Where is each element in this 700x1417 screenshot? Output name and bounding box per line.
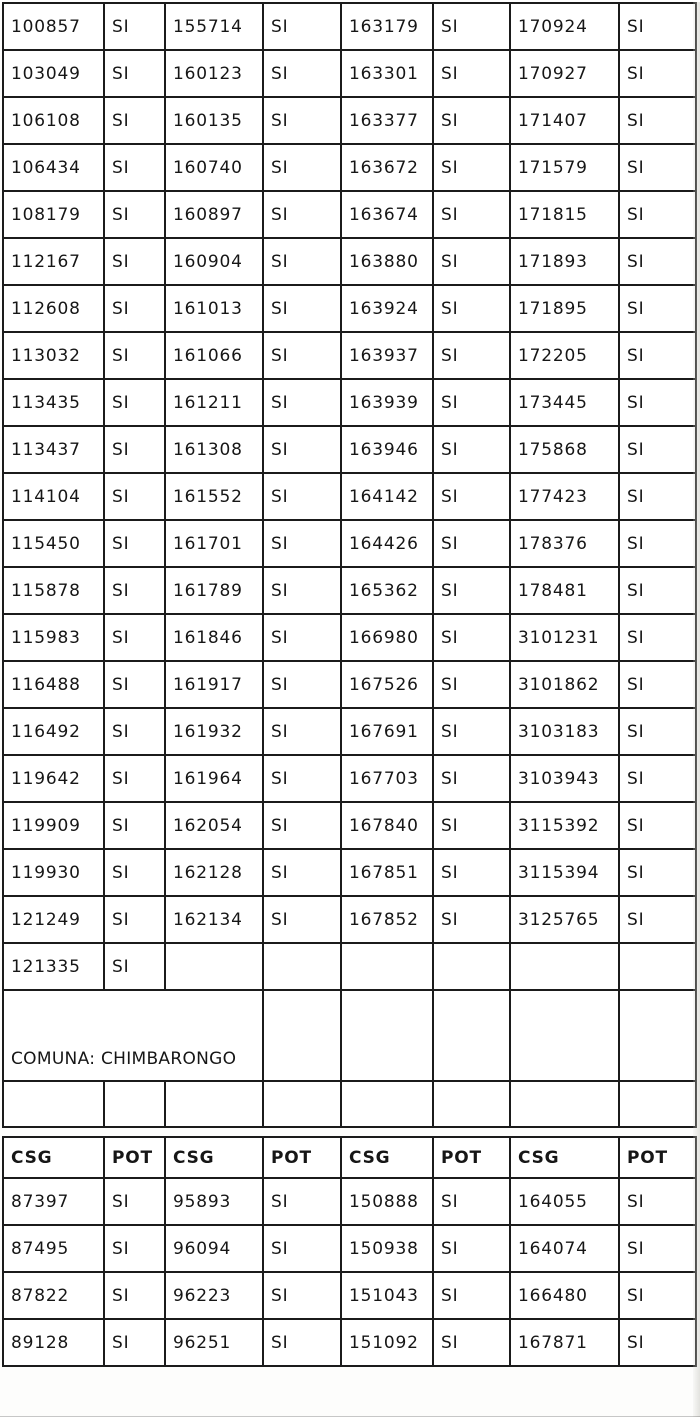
empty-cell (104, 1081, 165, 1127)
pot-value-cell: SI (263, 379, 341, 426)
csg-value-cell: 160740 (165, 144, 263, 191)
pot-value-cell: SI (619, 97, 696, 144)
csg-header-cell: CSG (165, 1137, 263, 1178)
pot-value-cell: SI (433, 473, 510, 520)
csg-value-cell: 164142 (341, 473, 433, 520)
pot-value-cell: SI (263, 1319, 341, 1366)
csg-value-cell: 162054 (165, 802, 263, 849)
csg-value-cell: 151092 (341, 1319, 433, 1366)
empty-spacer-row (3, 1081, 696, 1127)
csg-value-cell: 164055 (510, 1178, 619, 1225)
csg-value-cell: 106108 (3, 97, 104, 144)
csg-value-cell: 161308 (165, 426, 263, 473)
pot-value-cell: SI (104, 3, 165, 50)
csg-value-cell: 163672 (341, 144, 433, 191)
pot-value-cell: SI (433, 661, 510, 708)
csg-pot-table-upper (2, 2, 697, 1128)
empty-cell (263, 1081, 341, 1127)
comuna-divider-row (3, 990, 696, 1081)
pot-value-cell: SI (619, 520, 696, 567)
pot-value-cell: SI (104, 97, 165, 144)
pot-value-cell: SI (619, 285, 696, 332)
csg-value-cell: 3125765 (510, 896, 619, 943)
pot-header-cell: POT (104, 1137, 165, 1178)
table-row (3, 661, 696, 708)
csg-value-cell: 103049 (3, 50, 104, 97)
csg-value-cell: 167851 (341, 849, 433, 896)
table-row (3, 379, 696, 426)
pot-value-cell: SI (619, 238, 696, 285)
pot-value-cell: SI (433, 708, 510, 755)
pot-value-cell: SI (619, 708, 696, 755)
pot-value-cell: SI (433, 849, 510, 896)
empty-cell (341, 943, 433, 990)
pot-value-cell: SI (433, 1272, 510, 1319)
pot-value-cell: SI (433, 191, 510, 238)
pot-header-cell: POT (433, 1137, 510, 1178)
csg-value-cell: 112167 (3, 238, 104, 285)
csg-value-cell: 112608 (3, 285, 104, 332)
csg-value-cell: 160123 (165, 50, 263, 97)
pot-value-cell: SI (104, 661, 165, 708)
table-row (3, 50, 696, 97)
csg-value-cell: 96223 (165, 1272, 263, 1319)
scan-edge-artifact (693, 2, 700, 1417)
empty-cell (165, 943, 263, 990)
csg-value-cell: 155714 (165, 3, 263, 50)
table-row (3, 1319, 696, 1366)
empty-cell (3, 1081, 104, 1127)
pot-value-cell: SI (263, 567, 341, 614)
empty-cell (510, 943, 619, 990)
csg-value-cell: 95893 (165, 1178, 263, 1225)
csg-value-cell: 161917 (165, 661, 263, 708)
empty-cell (341, 990, 433, 1081)
pot-value-cell: SI (433, 802, 510, 849)
csg-value-cell: 163924 (341, 285, 433, 332)
empty-cell (510, 1081, 619, 1127)
pot-value-cell: SI (433, 379, 510, 426)
pot-value-cell: SI (104, 285, 165, 332)
csg-value-cell: 178376 (510, 520, 619, 567)
csg-value-cell: 161789 (165, 567, 263, 614)
table-row (3, 896, 696, 943)
empty-cell (165, 1081, 263, 1127)
csg-header-cell: CSG (510, 1137, 619, 1178)
empty-cell (263, 943, 341, 990)
csg-value-cell: 3103943 (510, 755, 619, 802)
pot-value-cell: SI (104, 755, 165, 802)
csg-value-cell: 100857 (3, 3, 104, 50)
csg-value-cell: 170924 (510, 3, 619, 50)
pot-value-cell: SI (263, 896, 341, 943)
table-row (3, 3, 696, 50)
pot-value-cell: SI (263, 614, 341, 661)
csg-value-cell: 167871 (510, 1319, 619, 1366)
table-row (3, 426, 696, 473)
csg-value-cell: 160904 (165, 238, 263, 285)
pot-header-cell: POT (619, 1137, 696, 1178)
csg-value-cell: 96094 (165, 1225, 263, 1272)
pot-value-cell: SI (619, 802, 696, 849)
pot-value-cell: SI (619, 473, 696, 520)
pot-value-cell: SI (619, 1319, 696, 1366)
pot-value-cell: SI (104, 191, 165, 238)
pot-value-cell: SI (104, 802, 165, 849)
empty-cell (619, 990, 696, 1081)
empty-cell (263, 990, 341, 1081)
table-row (3, 755, 696, 802)
csg-value-cell: 177423 (510, 473, 619, 520)
empty-cell (433, 943, 510, 990)
pot-value-cell: SI (619, 1178, 696, 1225)
csg-value-cell: 115450 (3, 520, 104, 567)
pot-value-cell: SI (433, 50, 510, 97)
pot-value-cell: SI (619, 755, 696, 802)
pot-value-cell: SI (263, 1272, 341, 1319)
pot-value-cell: SI (263, 708, 341, 755)
pot-value-cell: SI (104, 1272, 165, 1319)
csg-value-cell: 3115392 (510, 802, 619, 849)
pot-value-cell: SI (619, 3, 696, 50)
pot-value-cell: SI (104, 1178, 165, 1225)
pot-value-cell: SI (263, 661, 341, 708)
csg-value-cell: 167840 (341, 802, 433, 849)
csg-value-cell: 116492 (3, 708, 104, 755)
csg-value-cell: 161964 (165, 755, 263, 802)
pot-value-cell: SI (263, 1225, 341, 1272)
empty-cell (619, 943, 696, 990)
table-row (3, 520, 696, 567)
pot-value-cell: SI (433, 238, 510, 285)
pot-value-cell: SI (263, 1178, 341, 1225)
pot-value-cell: SI (433, 144, 510, 191)
csg-value-cell: 161701 (165, 520, 263, 567)
csg-value-cell: 113032 (3, 332, 104, 379)
pot-value-cell: SI (433, 1178, 510, 1225)
pot-value-cell: SI (263, 3, 341, 50)
pot-value-cell: SI (433, 285, 510, 332)
csg-value-cell: 115983 (3, 614, 104, 661)
table-row (3, 97, 696, 144)
csg-value-cell: 166480 (510, 1272, 619, 1319)
csg-value-cell: 150938 (341, 1225, 433, 1272)
empty-cell (433, 1081, 510, 1127)
scanned-document-page (0, 2, 700, 1417)
pot-value-cell: SI (619, 896, 696, 943)
csg-value-cell: 164074 (510, 1225, 619, 1272)
csg-header-cell: CSG (3, 1137, 104, 1178)
comuna-label: COMUNA: CHIMBARONGO (3, 990, 263, 1081)
csg-value-cell: 171579 (510, 144, 619, 191)
csg-value-cell: 3101862 (510, 661, 619, 708)
pot-value-cell: SI (104, 144, 165, 191)
table-row (3, 285, 696, 332)
pot-value-cell: SI (263, 191, 341, 238)
pot-value-cell: SI (433, 97, 510, 144)
csg-value-cell: 3101231 (510, 614, 619, 661)
csg-value-cell: 106434 (3, 144, 104, 191)
pot-value-cell: SI (104, 1319, 165, 1366)
pot-value-cell: SI (263, 238, 341, 285)
pot-value-cell: SI (619, 332, 696, 379)
csg-value-cell: 172205 (510, 332, 619, 379)
pot-value-cell: SI (433, 755, 510, 802)
pot-value-cell: SI (433, 520, 510, 567)
pot-value-cell: SI (619, 50, 696, 97)
csg-value-cell: 171893 (510, 238, 619, 285)
csg-value-cell: 167526 (341, 661, 433, 708)
csg-value-cell: 178481 (510, 567, 619, 614)
pot-value-cell: SI (104, 426, 165, 473)
csg-value-cell: 119642 (3, 755, 104, 802)
pot-value-cell: SI (263, 802, 341, 849)
pot-value-cell: SI (104, 379, 165, 426)
pot-value-cell: SI (619, 191, 696, 238)
csg-value-cell: 165362 (341, 567, 433, 614)
table-row (3, 1272, 696, 1319)
csg-value-cell: 150888 (341, 1178, 433, 1225)
pot-value-cell: SI (104, 50, 165, 97)
pot-value-cell: SI (263, 473, 341, 520)
pot-value-cell: SI (433, 1225, 510, 1272)
csg-value-cell: 167852 (341, 896, 433, 943)
csg-value-cell: 87822 (3, 1272, 104, 1319)
csg-value-cell: 113437 (3, 426, 104, 473)
pot-value-cell: SI (433, 1319, 510, 1366)
pot-value-cell: SI (263, 332, 341, 379)
csg-value-cell: 119930 (3, 849, 104, 896)
csg-value-cell: 161066 (165, 332, 263, 379)
empty-cell (619, 1081, 696, 1127)
pot-value-cell: SI (104, 1225, 165, 1272)
pot-value-cell: SI (263, 97, 341, 144)
csg-value-cell: 114104 (3, 473, 104, 520)
pot-value-cell: SI (433, 896, 510, 943)
pot-value-cell: SI (619, 1225, 696, 1272)
pot-value-cell: SI (263, 849, 341, 896)
csg-value-cell: 119909 (3, 802, 104, 849)
pot-value-cell: SI (619, 1272, 696, 1319)
pot-value-cell: SI (619, 379, 696, 426)
table-row (3, 943, 696, 990)
csg-value-cell: 108179 (3, 191, 104, 238)
table-row (3, 1178, 696, 1225)
csg-value-cell: 166980 (341, 614, 433, 661)
csg-value-cell: 162128 (165, 849, 263, 896)
csg-value-cell: 173445 (510, 379, 619, 426)
pot-value-cell: SI (433, 426, 510, 473)
pot-value-cell: SI (104, 849, 165, 896)
csg-value-cell: 115878 (3, 567, 104, 614)
table-row (3, 473, 696, 520)
csg-value-cell: 170927 (510, 50, 619, 97)
csg-value-cell: 151043 (341, 1272, 433, 1319)
csg-value-cell: 3115394 (510, 849, 619, 896)
csg-value-cell: 163937 (341, 332, 433, 379)
table-row (3, 238, 696, 285)
csg-value-cell: 175868 (510, 426, 619, 473)
table-row (3, 708, 696, 755)
csg-header-cell: CSG (341, 1137, 433, 1178)
table-row (3, 567, 696, 614)
csg-value-cell: 171407 (510, 97, 619, 144)
table-row (3, 191, 696, 238)
csg-value-cell: 87495 (3, 1225, 104, 1272)
pot-header-cell: POT (263, 1137, 341, 1178)
pot-value-cell: SI (104, 473, 165, 520)
csg-value-cell: 96251 (165, 1319, 263, 1366)
pot-value-cell: SI (263, 285, 341, 332)
pot-value-cell: SI (263, 50, 341, 97)
csg-value-cell: 116488 (3, 661, 104, 708)
csg-value-cell: 163880 (341, 238, 433, 285)
csg-value-cell: 163674 (341, 191, 433, 238)
empty-cell (341, 1081, 433, 1127)
pot-value-cell: SI (433, 3, 510, 50)
table-row (3, 614, 696, 661)
pot-value-cell: SI (619, 661, 696, 708)
pot-value-cell: SI (104, 943, 165, 990)
pot-value-cell: SI (619, 144, 696, 191)
csg-value-cell: 161552 (165, 473, 263, 520)
csg-value-cell: 160897 (165, 191, 263, 238)
csg-value-cell: 163301 (341, 50, 433, 97)
csg-value-cell: 163939 (341, 379, 433, 426)
pot-value-cell: SI (263, 144, 341, 191)
pot-value-cell: SI (433, 614, 510, 661)
csg-value-cell: 161211 (165, 379, 263, 426)
csg-value-cell: 89128 (3, 1319, 104, 1366)
csg-value-cell: 164426 (341, 520, 433, 567)
csg-value-cell: 161013 (165, 285, 263, 332)
pot-value-cell: SI (263, 520, 341, 567)
pot-value-cell: SI (104, 332, 165, 379)
empty-cell (510, 990, 619, 1081)
pot-value-cell: SI (619, 426, 696, 473)
csg-value-cell: 121249 (3, 896, 104, 943)
csg-value-cell: 160135 (165, 97, 263, 144)
pot-value-cell: SI (433, 567, 510, 614)
pot-value-cell: SI (104, 238, 165, 285)
csg-value-cell: 161932 (165, 708, 263, 755)
csg-value-cell: 113435 (3, 379, 104, 426)
csg-value-cell: 162134 (165, 896, 263, 943)
pot-value-cell: SI (104, 708, 165, 755)
pot-value-cell: SI (263, 426, 341, 473)
pot-value-cell: SI (619, 567, 696, 614)
pot-value-cell: SI (619, 614, 696, 661)
csg-value-cell: 3103183 (510, 708, 619, 755)
table-row (3, 849, 696, 896)
csg-value-cell: 171895 (510, 285, 619, 332)
csg-value-cell: 167691 (341, 708, 433, 755)
pot-value-cell: SI (263, 755, 341, 802)
csg-value-cell: 171815 (510, 191, 619, 238)
pot-value-cell: SI (619, 849, 696, 896)
csg-value-cell: 163179 (341, 3, 433, 50)
pot-value-cell: SI (104, 614, 165, 661)
table-header-row (3, 1137, 696, 1178)
empty-cell (433, 990, 510, 1081)
csg-pot-table-chimbarongo (2, 1136, 697, 1367)
pot-value-cell: SI (104, 896, 165, 943)
pot-value-cell: SI (104, 567, 165, 614)
pot-value-cell: SI (433, 332, 510, 379)
pot-value-cell: SI (104, 520, 165, 567)
csg-value-cell: 87397 (3, 1178, 104, 1225)
table-row (3, 802, 696, 849)
csg-value-cell: 167703 (341, 755, 433, 802)
csg-value-cell: 161846 (165, 614, 263, 661)
table-row (3, 332, 696, 379)
table-row (3, 144, 696, 191)
csg-value-cell: 121335 (3, 943, 104, 990)
csg-value-cell: 163946 (341, 426, 433, 473)
table-row (3, 1225, 696, 1272)
csg-value-cell: 163377 (341, 97, 433, 144)
